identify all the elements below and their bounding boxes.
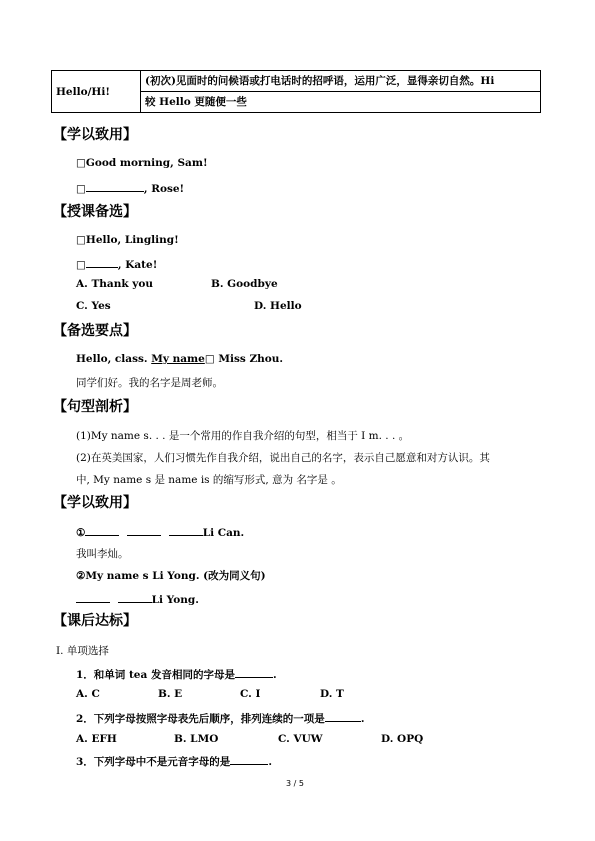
blank[interactable] [118,591,152,603]
box-icon: □ [76,157,86,169]
s5-q2-answer: Li Yong. [76,591,199,606]
q1-option-c: C. I [240,688,261,700]
box-icon: □ [76,259,86,271]
blank[interactable] [169,524,203,536]
option-c: C. Yes [76,300,111,312]
section-heading-practice-2: 【学以致用】 [53,495,137,511]
blank[interactable] [86,180,144,192]
part-label: Ⅰ. 单项选择 [56,645,109,657]
q1-option-a: A. C [76,688,100,700]
q1-option-b: B. E [158,688,183,700]
section-heading-after-class: 【课后达标】 [53,613,137,629]
blank[interactable] [235,666,273,678]
blank[interactable] [325,710,361,722]
s3-line-2: 同学们好。我的名字是周老师。 [76,377,223,389]
blank[interactable] [127,524,161,536]
section-heading-key-points: 【备选要点】 [53,323,137,339]
s3-line-1: Hello, class. My name□ Miss Zhou. [76,353,284,365]
s5-q1: ① Li Can. [76,524,244,539]
s5-q2: ②My name s Li Yong. (改为同义句) [76,570,266,582]
desc-line-1: (初次)见面时的问候语或打电话时的招呼语，运用广泛，显得亲切自然。Hi [141,71,541,92]
q2-option-d: D. OPQ [381,733,424,745]
blank[interactable] [76,591,110,603]
q3: 3．下列字母中不是元音字母的是 . [76,753,272,769]
s1-line-1: □Good morning, Sam! [76,157,208,169]
page-number: 3 / 5 [286,779,304,788]
option-a: A. Thank you [76,278,154,290]
s5-q1-cn: 我叫李灿。 [76,548,129,560]
s2-line-1: □Hello, Lingling! [76,234,179,246]
desc-line-2: 较 Hello 更随便一些 [141,92,541,113]
blank[interactable] [230,753,268,765]
box-icon: □ [204,353,215,365]
s4-p1: (1)My name s. . . 是一个常用的作自我介绍的句型，相当于 I m. . . 。 [76,430,410,442]
box-icon: □ [76,234,86,246]
s4-p2a: (2)在英美国家，人们习惯先作自我介绍，说出自己的名字，表示自己愿意和对方认识。其 [76,452,490,464]
q1: 1．和单词 tea 发音相同的字母是 . [76,666,277,682]
option-b: B. Goodbye [211,278,278,290]
term-cell: Hello/Hi! [52,71,141,113]
blank[interactable] [85,524,119,536]
q2-option-b: B. LMO [174,733,219,745]
q2-option-a: A. EFH [76,733,117,745]
section-heading-sentence-analysis: 【句型剖析】 [53,399,137,415]
option-d: D. Hello [254,300,302,312]
q1-option-d: D. T [320,688,344,700]
section-heading-practice-1: 【学以致用】 [53,127,137,143]
vocab-table [51,70,541,113]
s2-line-2: □ , Kate! [76,256,157,271]
blank[interactable] [86,256,118,268]
box-icon: □ [76,183,86,195]
s4-p2b: 中, My name s 是 name is 的缩写形式, 意为 名字是 。 [76,474,342,486]
q2: 2．下列字母按照字母表先后顺序，排列连续的一项是 . [76,710,364,726]
q2-option-c: C. VUW [278,733,323,745]
section-heading-teaching-options: 【授课备选】 [53,204,137,220]
s1-line-2: □ , Rose! [76,180,184,195]
